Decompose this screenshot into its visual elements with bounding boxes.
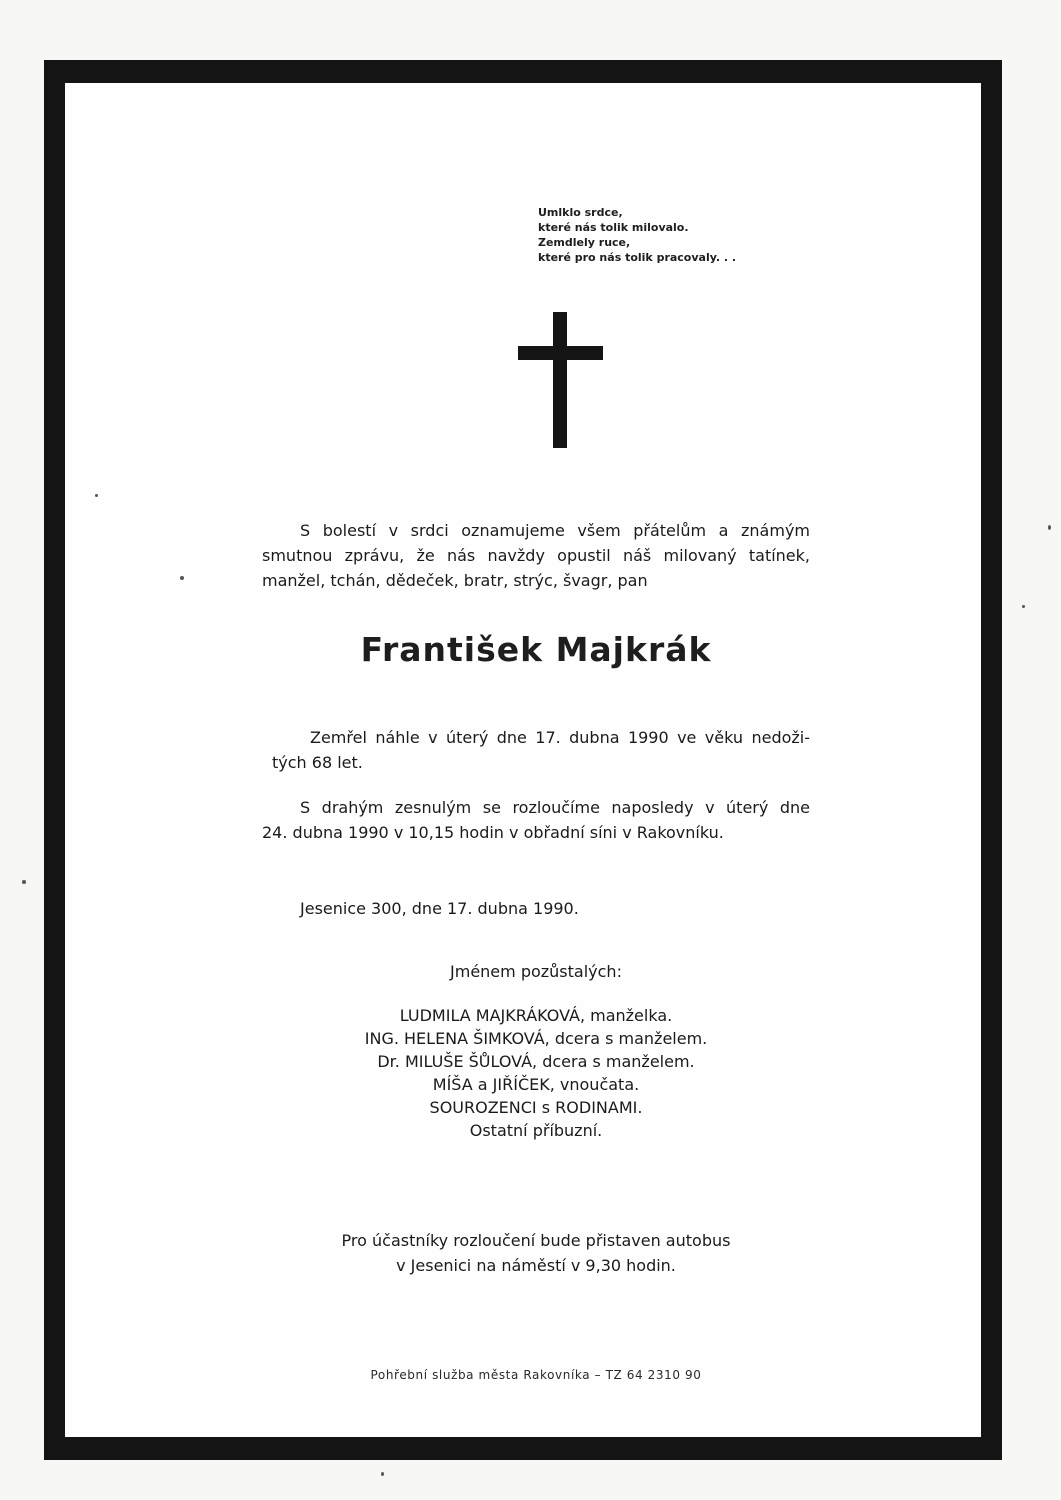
paper-speck — [95, 494, 98, 497]
poem-line: Umlklo srdce, — [538, 206, 623, 219]
death-paragraph — [272, 725, 810, 775]
bus-line: v Jesenici na náměstí v 9,30 hodin. — [396, 1256, 676, 1275]
announcement-line: S bolestí v srdci oznamujeme všem přátelům a známým — [300, 521, 810, 540]
paper-speck — [1022, 605, 1025, 608]
farewell-line: S drahým zesnulým se rozloučíme naposledy v úterý dne — [300, 798, 810, 817]
announcement-line: smutnou zprávu, že nás navždy opustil náš milovaný tatínek, — [262, 546, 810, 565]
mourner-item: Ostatní příbuzní. — [469, 1121, 603, 1140]
death-line: tých 68 let. — [272, 753, 363, 772]
mourner-item: Dr. MILUŠE ŠŮLOVÁ, dcera s manželem. — [377, 1052, 695, 1071]
announcement-paragraph — [262, 518, 810, 593]
paper-speck — [180, 576, 184, 580]
mourner-item: ING. HELENA ŠIMKOVÁ, dcera s manželem. — [364, 1029, 708, 1048]
bus-notice — [262, 1228, 810, 1278]
cross-vertical-bar — [553, 312, 567, 448]
cross-icon — [518, 312, 603, 448]
cross-horizontal-bar — [518, 346, 603, 360]
mourners-list — [262, 1004, 810, 1142]
paper-speck — [381, 1472, 384, 1476]
farewell-paragraph — [262, 795, 810, 845]
place-and-date: Jesenice 300, dne 17. dubna 1990. — [300, 899, 579, 918]
poem-line: které pro nás tolik pracovaly. . . — [538, 251, 737, 264]
paper-speck — [22, 880, 26, 884]
mourner-item: MÍŠA a JIŘÍČEK, vnoučata. — [432, 1075, 640, 1094]
mourners-heading: Jménem pozůstalých: — [450, 962, 622, 981]
death-line: Zemřel náhle v úterý dne 17. dubna 1990 ve věku nedoži- — [310, 728, 810, 747]
mourner-item: LUDMILA MAJKRÁKOVÁ, manželka. — [399, 1006, 673, 1025]
farewell-line: 24. dubna 1990 v 10,15 hodin v obřadní síni v Rakovníku. — [262, 823, 724, 842]
bus-line: Pro účastníky rozloučení bude přistaven autobus — [341, 1231, 731, 1250]
funeral-service-footer: Pohřební služba města Rakovníka – TZ 64 2310 90 — [370, 1368, 702, 1382]
poem-line: Zemdlely ruce, — [538, 236, 631, 249]
paper-speck — [1048, 525, 1051, 530]
mourner-item: SOUROZENCI s RODINAMI. — [429, 1098, 643, 1117]
announcement-line: manžel, tchán, dědeček, bratr, strýc, švagr, pan — [262, 571, 648, 590]
poem-line: které nás tolik milovalo. — [538, 221, 689, 234]
memorial-poem — [538, 205, 736, 265]
deceased-name: František Majkrák — [360, 630, 712, 669]
